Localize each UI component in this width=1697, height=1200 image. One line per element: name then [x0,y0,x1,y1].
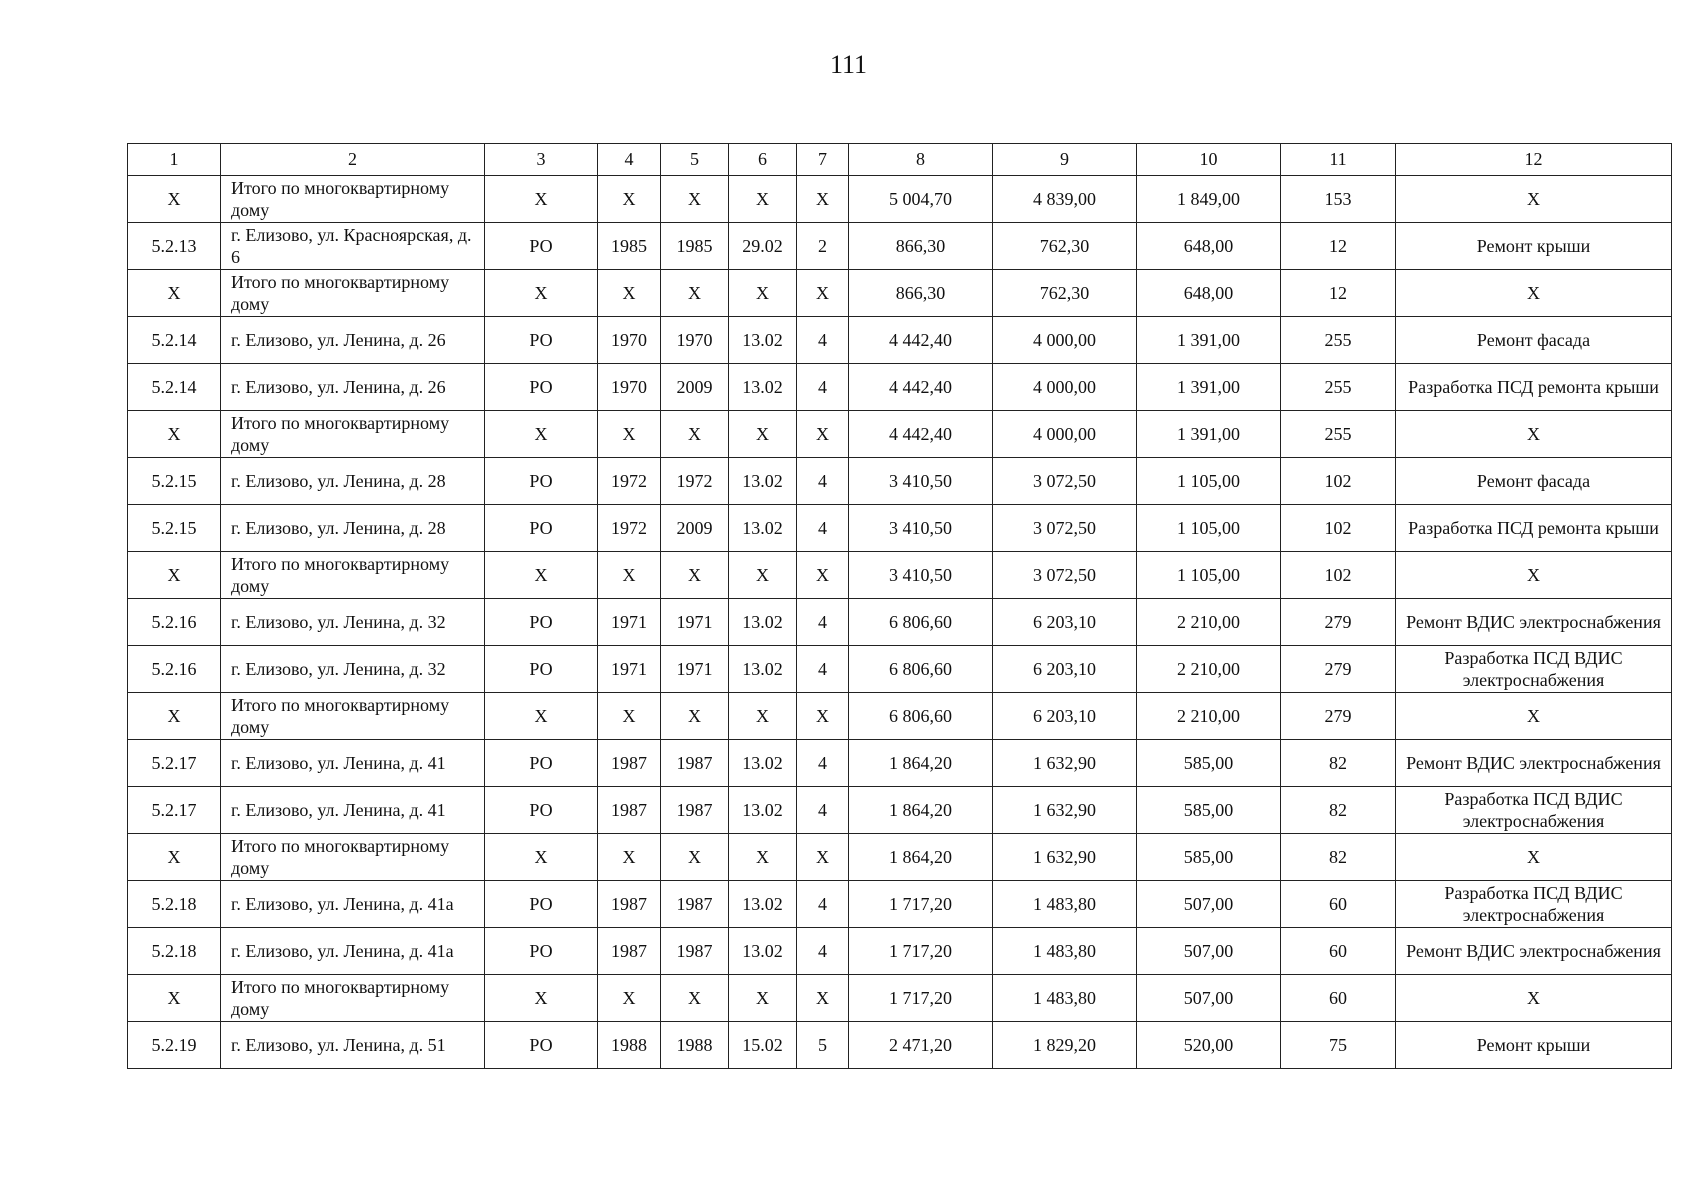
total-area-cell: 6 806,60 [849,599,993,646]
residents-cell: 153 [1281,176,1396,223]
item-number-cell: X [128,411,221,458]
type-cell: РО [485,740,598,787]
address-cell: г. Елизово, ул. Ленина, д. 26 [221,317,485,364]
type-cell: X [485,693,598,740]
floors-cell: X [797,270,849,317]
code-cell: 13.02 [729,599,797,646]
year-built-cell: 1987 [598,881,661,928]
code-cell: X [729,270,797,317]
column-header: 1 [128,144,221,176]
year-built-cell: 1970 [598,317,661,364]
column-header: 12 [1396,144,1672,176]
work-type-cell: Ремонт крыши [1396,1022,1672,1069]
year-cell: X [661,693,729,740]
work-type-cell: Разработка ПСД ремонта крыши [1396,505,1672,552]
item-number-cell: X [128,834,221,881]
column-header: 3 [485,144,598,176]
table-row [128,364,1672,411]
floors-cell: 4 [797,458,849,505]
table-row [128,787,1672,834]
address-cell: г. Елизово, ул. Ленина, д. 41 [221,787,485,834]
floors-cell: X [797,834,849,881]
repair-program-table [127,143,1672,1069]
code-cell: 13.02 [729,881,797,928]
year-built-cell: 1970 [598,364,661,411]
cost-cell: 1 849,00 [1137,176,1281,223]
address-cell: Итого по многоквартирному дому [221,552,485,599]
column-header: 9 [993,144,1137,176]
item-number-cell: X [128,270,221,317]
residents-cell: 82 [1281,834,1396,881]
table-row [128,881,1672,928]
code-cell: X [729,693,797,740]
year-built-cell: X [598,552,661,599]
cost-cell: 507,00 [1137,881,1281,928]
table-row [128,740,1672,787]
table-row [128,458,1672,505]
code-cell: 13.02 [729,740,797,787]
item-number-cell: 5.2.13 [128,223,221,270]
type-cell: РО [485,505,598,552]
cost-cell: 1 105,00 [1137,458,1281,505]
code-cell: X [729,834,797,881]
cost-cell: 585,00 [1137,834,1281,881]
work-type-cell: X [1396,834,1672,881]
total-area-cell: 6 806,60 [849,646,993,693]
year-cell: X [661,975,729,1022]
year-built-cell: 1987 [598,787,661,834]
living-area-cell: 1 483,80 [993,881,1137,928]
table-row [128,928,1672,975]
living-area-cell: 6 203,10 [993,599,1137,646]
year-cell: 1971 [661,599,729,646]
cost-cell: 648,00 [1137,223,1281,270]
year-built-cell: X [598,270,661,317]
floors-cell: X [797,411,849,458]
residents-cell: 279 [1281,599,1396,646]
year-cell: 1972 [661,458,729,505]
address-cell: Итого по многоквартирному дому [221,411,485,458]
cost-cell: 2 210,00 [1137,693,1281,740]
item-number-cell: 5.2.15 [128,458,221,505]
floors-cell: 2 [797,223,849,270]
table-row [128,599,1672,646]
subtotal-row [128,693,1672,740]
living-area-cell: 4 000,00 [993,411,1137,458]
floors-cell: 5 [797,1022,849,1069]
work-type-cell: Ремонт фасада [1396,458,1672,505]
type-cell: РО [485,928,598,975]
address-cell: г. Елизово, ул. Красноярская, д. 6 [221,223,485,270]
address-cell: Итого по многоквартирному дому [221,270,485,317]
cost-cell: 2 210,00 [1137,646,1281,693]
code-cell: 13.02 [729,646,797,693]
year-cell: 1988 [661,1022,729,1069]
floors-cell: 4 [797,317,849,364]
type-cell: X [485,411,598,458]
cost-cell: 585,00 [1137,740,1281,787]
work-type-cell: X [1396,270,1672,317]
type-cell: РО [485,646,598,693]
column-header: 5 [661,144,729,176]
year-cell: 1985 [661,223,729,270]
column-header: 6 [729,144,797,176]
address-cell: г. Елизово, ул. Ленина, д. 41 [221,740,485,787]
type-cell: X [485,834,598,881]
subtotal-row [128,270,1672,317]
year-built-cell: 1972 [598,505,661,552]
cost-cell: 648,00 [1137,270,1281,317]
header-row [128,144,1672,176]
address-cell: Итого по многоквартирному дому [221,176,485,223]
item-number-cell: 5.2.18 [128,881,221,928]
address-cell: Итого по многоквартирному дому [221,693,485,740]
subtotal-row [128,411,1672,458]
total-area-cell: 1 717,20 [849,881,993,928]
subtotal-row [128,975,1672,1022]
table-row [128,646,1672,693]
living-area-cell: 1 632,90 [993,787,1137,834]
work-type-cell: X [1396,693,1672,740]
residents-cell: 60 [1281,975,1396,1022]
cost-cell: 507,00 [1137,928,1281,975]
cost-cell: 507,00 [1137,975,1281,1022]
residents-cell: 102 [1281,458,1396,505]
living-area-cell: 1 483,80 [993,928,1137,975]
living-area-cell: 3 072,50 [993,505,1137,552]
address-cell: Итого по многоквартирному дому [221,975,485,1022]
work-type-cell: X [1396,411,1672,458]
cost-cell: 1 391,00 [1137,411,1281,458]
item-number-cell: 5.2.17 [128,740,221,787]
residents-cell: 279 [1281,646,1396,693]
total-area-cell: 3 410,50 [849,552,993,599]
cost-cell: 585,00 [1137,787,1281,834]
type-cell: X [485,270,598,317]
year-cell: 2009 [661,364,729,411]
work-type-cell: Разработка ПСД ремонта крыши [1396,364,1672,411]
living-area-cell: 6 203,10 [993,693,1137,740]
column-header: 8 [849,144,993,176]
residents-cell: 60 [1281,881,1396,928]
table-row [128,505,1672,552]
code-cell: 13.02 [729,505,797,552]
type-cell: РО [485,223,598,270]
living-area-cell: 1 632,90 [993,834,1137,881]
total-area-cell: 4 442,40 [849,364,993,411]
year-built-cell: 1985 [598,223,661,270]
year-cell: X [661,176,729,223]
year-built-cell: 1971 [598,599,661,646]
table-row [128,317,1672,364]
address-cell: г. Елизово, ул. Ленина, д. 26 [221,364,485,411]
subtotal-row [128,834,1672,881]
address-cell: г. Елизово, ул. Ленина, д. 41а [221,881,485,928]
work-type-cell: Ремонт ВДИС электроснабжения [1396,740,1672,787]
table-row [128,223,1672,270]
type-cell: РО [485,787,598,834]
cost-cell: 1 391,00 [1137,364,1281,411]
item-number-cell: X [128,975,221,1022]
item-number-cell: 5.2.19 [128,1022,221,1069]
year-built-cell: 1987 [598,928,661,975]
year-cell: 2009 [661,505,729,552]
item-number-cell: 5.2.18 [128,928,221,975]
type-cell: РО [485,599,598,646]
code-cell: 13.02 [729,317,797,364]
type-cell: РО [485,881,598,928]
residents-cell: 255 [1281,317,1396,364]
living-area-cell: 1 483,80 [993,975,1137,1022]
floors-cell: 4 [797,646,849,693]
type-cell: X [485,552,598,599]
year-built-cell: X [598,834,661,881]
total-area-cell: 6 806,60 [849,693,993,740]
residents-cell: 12 [1281,270,1396,317]
year-built-cell: X [598,975,661,1022]
address-cell: г. Елизово, ул. Ленина, д. 41а [221,928,485,975]
type-cell: X [485,975,598,1022]
address-cell: г. Елизово, ул. Ленина, д. 32 [221,646,485,693]
year-built-cell: X [598,411,661,458]
item-number-cell: X [128,693,221,740]
column-header: 10 [1137,144,1281,176]
residents-cell: 102 [1281,552,1396,599]
floors-cell: 4 [797,505,849,552]
residents-cell: 12 [1281,223,1396,270]
item-number-cell: X [128,176,221,223]
address-cell: г. Елизово, ул. Ленина, д. 51 [221,1022,485,1069]
work-type-cell: Разработка ПСД ВДИС электроснабжения [1396,787,1672,834]
year-cell: 1987 [661,740,729,787]
work-type-cell: X [1396,176,1672,223]
year-cell: 1987 [661,881,729,928]
subtotal-row [128,176,1672,223]
living-area-cell: 4 839,00 [993,176,1137,223]
code-cell: 29.02 [729,223,797,270]
floors-cell: X [797,975,849,1022]
year-cell: X [661,270,729,317]
cost-cell: 1 391,00 [1137,317,1281,364]
address-cell: г. Елизово, ул. Ленина, д. 32 [221,599,485,646]
living-area-cell: 3 072,50 [993,552,1137,599]
year-built-cell: 1972 [598,458,661,505]
year-cell: 1987 [661,787,729,834]
table-body [128,176,1672,1069]
table-row [128,1022,1672,1069]
code-cell: X [729,411,797,458]
residents-cell: 60 [1281,928,1396,975]
item-number-cell: 5.2.14 [128,364,221,411]
work-type-cell: Ремонт ВДИС электроснабжения [1396,928,1672,975]
floors-cell: 4 [797,364,849,411]
total-area-cell: 1 717,20 [849,928,993,975]
floors-cell: 4 [797,928,849,975]
living-area-cell: 3 072,50 [993,458,1137,505]
year-built-cell: 1988 [598,1022,661,1069]
work-type-cell: Разработка ПСД ВДИС электроснабжения [1396,646,1672,693]
item-number-cell: 5.2.15 [128,505,221,552]
cost-cell: 520,00 [1137,1022,1281,1069]
year-cell: X [661,834,729,881]
page-number: 111 [829,50,868,79]
year-built-cell: X [598,176,661,223]
residents-cell: 82 [1281,787,1396,834]
code-cell: X [729,552,797,599]
column-header: 4 [598,144,661,176]
floors-cell: 4 [797,740,849,787]
cost-cell: 2 210,00 [1137,599,1281,646]
work-type-cell: X [1396,552,1672,599]
type-cell: РО [485,1022,598,1069]
floors-cell: X [797,176,849,223]
total-area-cell: 4 442,40 [849,317,993,364]
year-cell: 1970 [661,317,729,364]
total-area-cell: 3 410,50 [849,458,993,505]
total-area-cell: 1 864,20 [849,787,993,834]
address-cell: г. Елизово, ул. Ленина, д. 28 [221,505,485,552]
floors-cell: X [797,552,849,599]
floors-cell: 4 [797,787,849,834]
total-area-cell: 1 864,20 [849,834,993,881]
type-cell: РО [485,364,598,411]
address-cell: Итого по многоквартирному дому [221,834,485,881]
residents-cell: 82 [1281,740,1396,787]
item-number-cell: 5.2.17 [128,787,221,834]
residents-cell: 255 [1281,411,1396,458]
work-type-cell: Ремонт ВДИС электроснабжения [1396,599,1672,646]
residents-cell: 102 [1281,505,1396,552]
total-area-cell: 2 471,20 [849,1022,993,1069]
year-cell: 1987 [661,928,729,975]
work-type-cell: Разработка ПСД ВДИС электроснабжения [1396,881,1672,928]
cost-cell: 1 105,00 [1137,552,1281,599]
code-cell: 15.02 [729,1022,797,1069]
subtotal-row [128,552,1672,599]
residents-cell: 75 [1281,1022,1396,1069]
column-header: 7 [797,144,849,176]
code-cell: X [729,176,797,223]
living-area-cell: 4 000,00 [993,317,1137,364]
work-type-cell: X [1396,975,1672,1022]
cost-cell: 1 105,00 [1137,505,1281,552]
year-built-cell: X [598,693,661,740]
total-area-cell: 5 004,70 [849,176,993,223]
work-type-cell: Ремонт крыши [1396,223,1672,270]
code-cell: 13.02 [729,787,797,834]
year-built-cell: 1971 [598,646,661,693]
residents-cell: 279 [1281,693,1396,740]
total-area-cell: 866,30 [849,270,993,317]
floors-cell: X [797,693,849,740]
total-area-cell: 1 864,20 [849,740,993,787]
living-area-cell: 4 000,00 [993,364,1137,411]
total-area-cell: 866,30 [849,223,993,270]
item-number-cell: 5.2.16 [128,646,221,693]
floors-cell: 4 [797,881,849,928]
year-cell: X [661,552,729,599]
type-cell: X [485,176,598,223]
code-cell: 13.02 [729,458,797,505]
living-area-cell: 6 203,10 [993,646,1137,693]
code-cell: 13.02 [729,364,797,411]
item-number-cell: 5.2.16 [128,599,221,646]
living-area-cell: 1 632,90 [993,740,1137,787]
item-number-cell: X [128,552,221,599]
total-area-cell: 3 410,50 [849,505,993,552]
type-cell: РО [485,317,598,364]
code-cell: 13.02 [729,928,797,975]
column-header: 2 [221,144,485,176]
floors-cell: 4 [797,599,849,646]
living-area-cell: 762,30 [993,223,1137,270]
item-number-cell: 5.2.14 [128,317,221,364]
code-cell: X [729,975,797,1022]
year-cell: X [661,411,729,458]
type-cell: РО [485,458,598,505]
total-area-cell: 1 717,20 [849,975,993,1022]
residents-cell: 255 [1281,364,1396,411]
address-cell: г. Елизово, ул. Ленина, д. 28 [221,458,485,505]
year-cell: 1971 [661,646,729,693]
year-built-cell: 1987 [598,740,661,787]
column-header: 11 [1281,144,1396,176]
total-area-cell: 4 442,40 [849,411,993,458]
living-area-cell: 1 829,20 [993,1022,1137,1069]
living-area-cell: 762,30 [993,270,1137,317]
work-type-cell: Ремонт фасада [1396,317,1672,364]
